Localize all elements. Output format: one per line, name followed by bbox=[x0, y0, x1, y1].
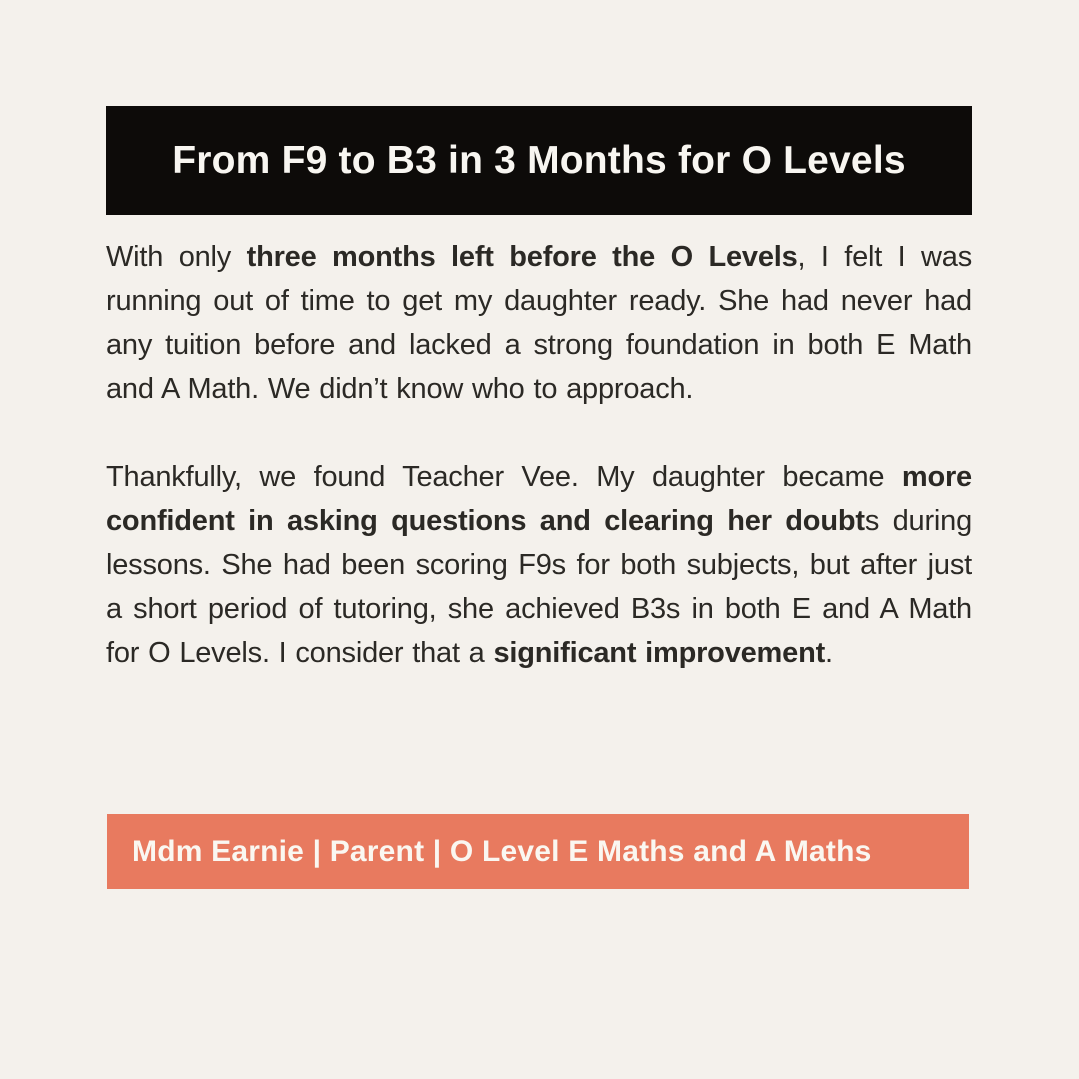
paragraph-2-segment-1: Thankfully, we found Teacher Vee. My daughter became bbox=[106, 461, 902, 493]
page-title: From F9 to B3 in 3 Months for O Levels bbox=[172, 138, 906, 182]
paragraph-2-bold-phrase-2: significant improvement bbox=[493, 637, 826, 669]
paragraph-1-bold-phrase: three months left before the O Levels bbox=[246, 241, 798, 273]
attribution-banner bbox=[107, 814, 969, 889]
testimonial-paragraph-2 bbox=[106, 455, 972, 675]
title-banner bbox=[106, 106, 972, 215]
paragraph-2-bold-phrase-1: more confident in asking questions and clearing her doubt bbox=[106, 461, 972, 537]
paragraph-2-segment-5: . bbox=[825, 637, 833, 669]
paragraph-1-segment-1: With only bbox=[106, 241, 247, 273]
content-column bbox=[106, 106, 972, 675]
attribution-text: Mdm Earnie | Parent | O Level E Maths and A Maths bbox=[132, 834, 872, 868]
paragraph-1-segment-3: , I felt I was running out of time to get my daughter ready. She had never had any tuition before and lacked a strong foundation in both E Math and A Math. We didn’t know who to approach. bbox=[106, 241, 972, 405]
paragraph-2-segment-3: s during lessons. She had been scoring F9s for both subjects, but after just a short period of tutoring, she achieved B3s in both E and A Math for O Levels. I consider that a bbox=[106, 505, 972, 669]
testimonial-paragraph-1 bbox=[106, 235, 972, 411]
